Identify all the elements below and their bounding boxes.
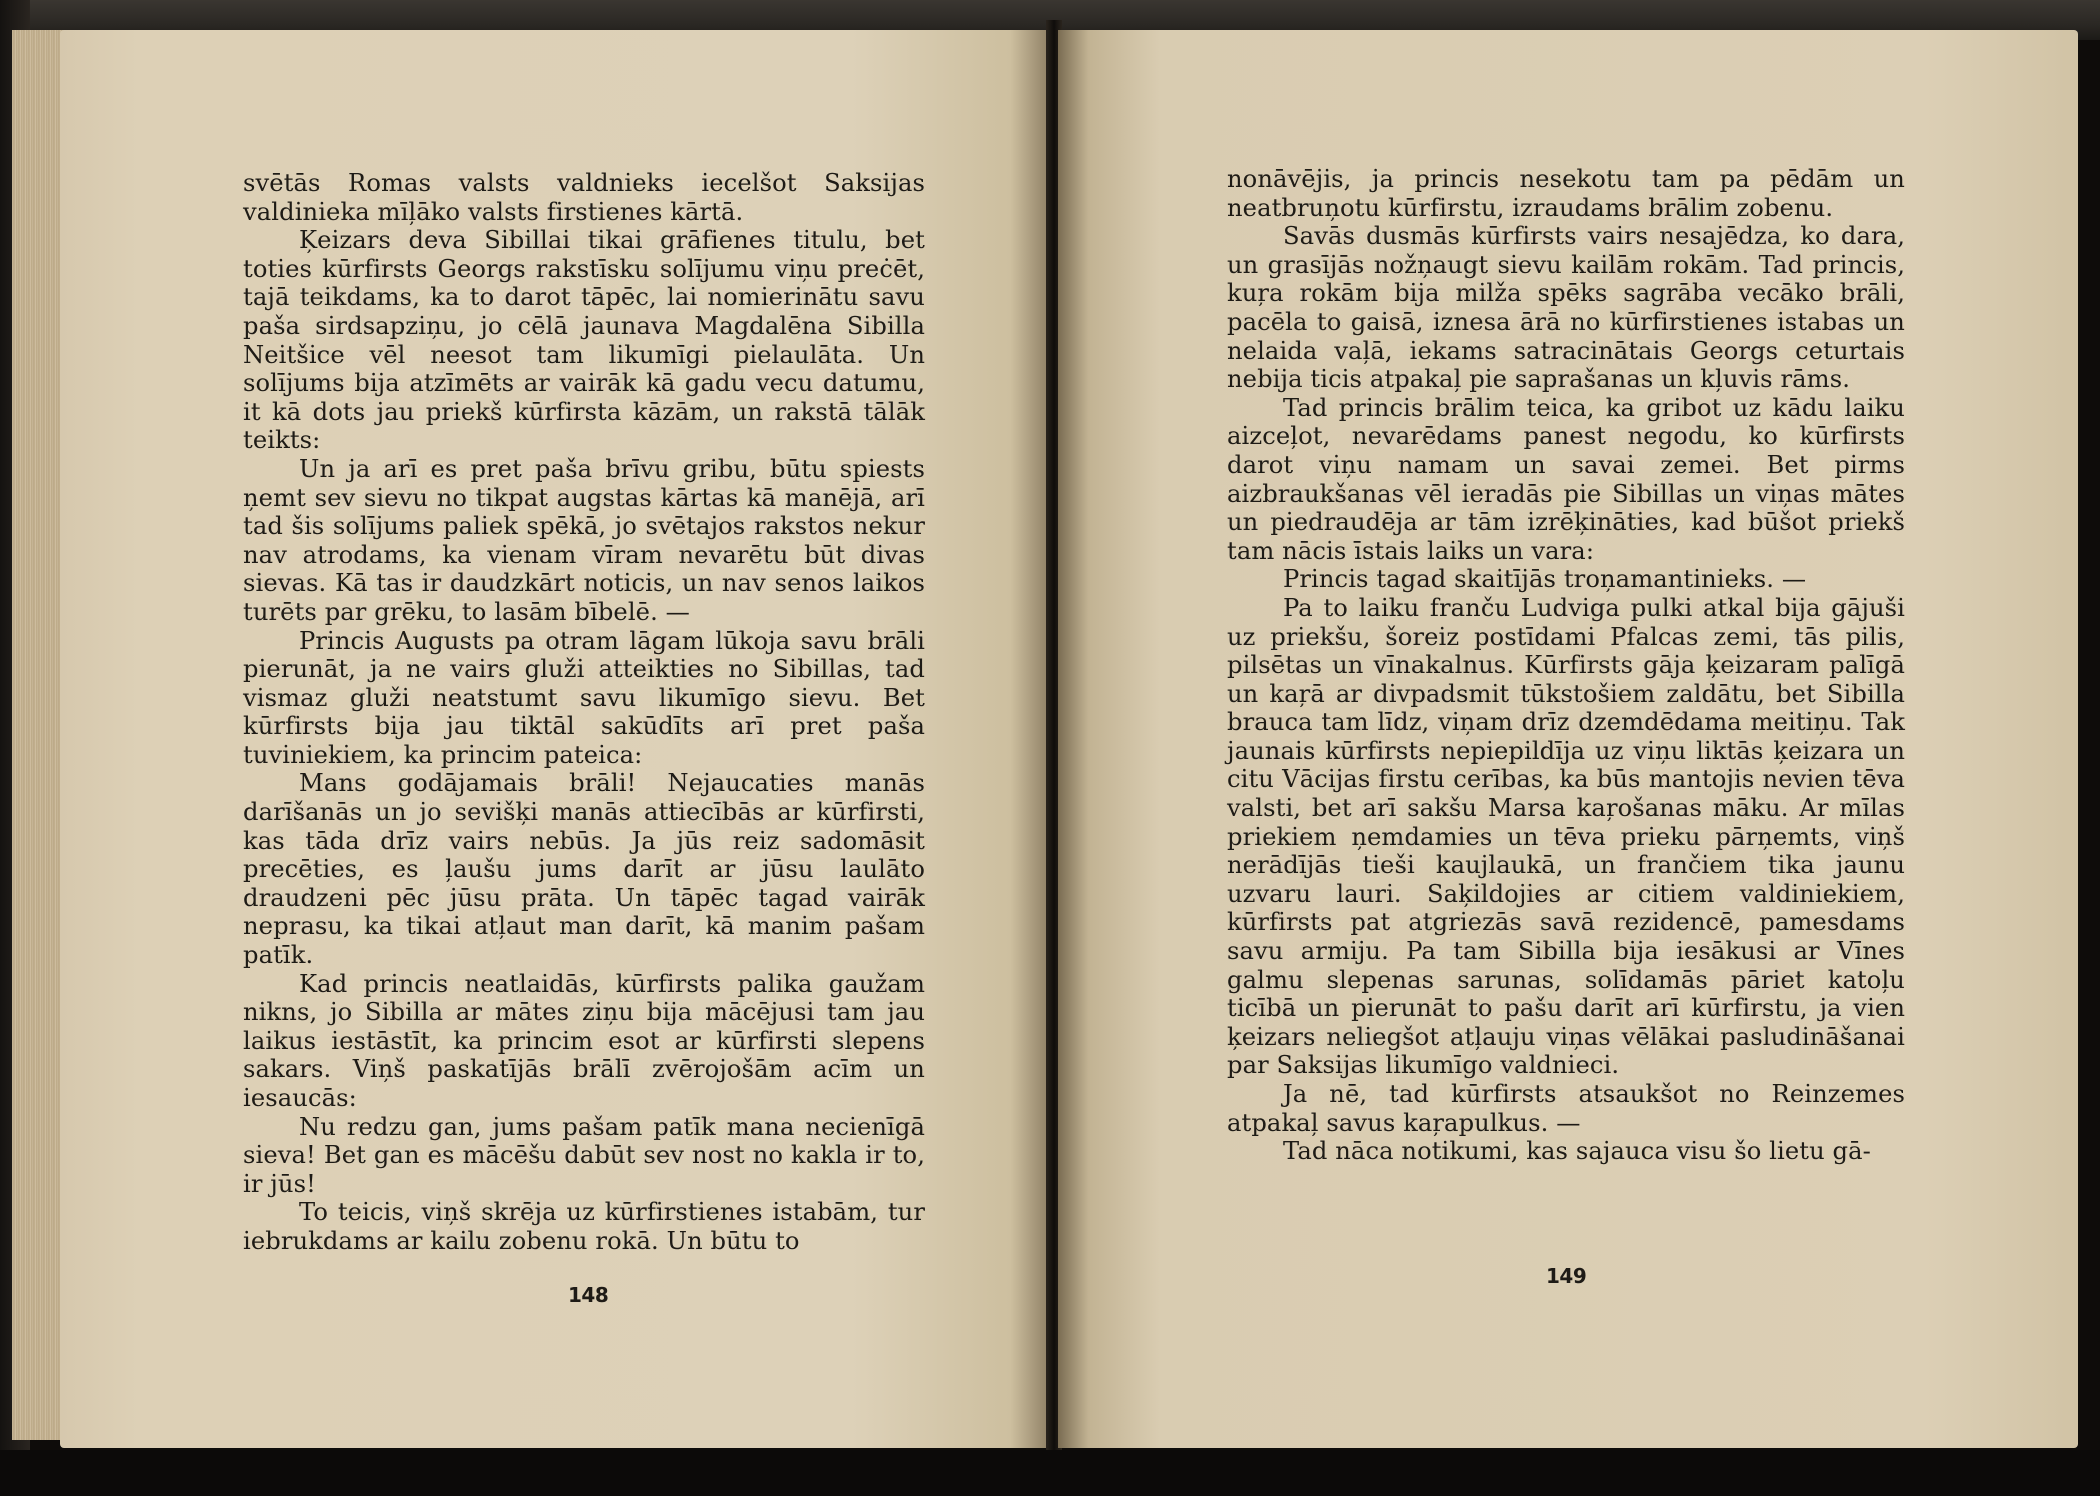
page-number: 148 <box>568 1283 609 1307</box>
paragraph: Tad nāca notikumi, kas sajauca visu šo lietu gā- <box>1283 1137 1871 1166</box>
right-page <box>1058 30 2078 1448</box>
paragraph: Un ja arī es pret paša brīvu gribu, būtu spiests ņemt sev sievu no tikpat augstas kārtas kā manējā, arī tad šis solījums paliek spēkā, jo svētajos rakstos nekur nav atrodams, ka vienam vīram nevarētu būt divas sievas. Kā tas ir daudzkārt noticis, un nav senos laikos turēts par grēku, to lasām bībelē. — <box>243 454 925 626</box>
paragraph: Nu redzu gan, jums pašam patīk mana necienīgā sieva! Bet gan es mācēšu dabūt sev nost no kakla ir to, ir jūs! <box>243 1112 925 1198</box>
paragraph: Kad princis neatlaidās, kūrfirsts palika gaužam nikns, jo Sibilla ar mātes ziņu bija mācējusi tam jau laikus iestāstīt, ka princim esot ar kūrfirsti slepens sakars. Viņš paskatījās brālī zvērojošām acīm un iesaucās: <box>243 969 925 1112</box>
paragraph: Princis Augusts pa otram lāgam lūkoja savu brāli pierunāt, ja ne vairs gluži atteikties no Sibillas, tad vismaz gluži neatstumt savu likumīgo sievu. Bet kūrfirsts bija jau tiktāl sakūdīts arī pret paša tuviniekiem, ka princim pateica: <box>243 626 925 769</box>
paragraph: Ja nē, tad kūrfirsts atsaukšot no Reinzemes atpakaļ savus kaŗapulkus. — <box>1227 1080 1905 1137</box>
paragraph: Ķeizars deva Sibillai tikai grāfienes titulu, bet toties kūrfirsts Georgs rakstīsku solījumu viņu preċēt, tajā teikdams, ka to darot tāpēc, lai nomierinātu savu paša sirdsapziņu, jo cēlā jaunava Magdalēna Sibilla Neitšice vēl neesot tam likumīgi pielaulāta. Un solījums bija atzīmēts ar vairāk kā gadu vecu datumu, it kā dots jau priekš kūrfirsta kāzām, un rakstā tālāk teikts: <box>243 226 925 455</box>
paragraph: Pa to laiku franču Ludviga pulki atkal bija gājuši uz priekšu, šoreiz postīdami Pfalcas zemi, tās pilis, pilsētas un vīnakalnus. Kūrfirsts gāja ķeizaram palīgā un kaŗā ar divpadsmit tūkstošiem zaldātu, bet Sibilla brauca tam līdz, viņam drīz dzemdēdama meitiņu. Tak jaunais kūrfirsts nepiepildīja uz viņu liktās ķeizara un citu Vācijas firstu cerības, ka būs mantojis nevien tēva valsti, bet arī sakšu Marsa kaŗošanas māku. Ar mīlas priekiem ņemdamies un tēva prieku pārņemts, viņš nerādījās tieši kaujlaukā, un frančiem tika jaunu uzvaru lauri. Saķildojies ar citiem valdiniekiem, kūrfirsts pat atgriezās savā rezidencē, pamesdams savu armiju. Pa tam Sibilla bija iesākusi ar Vīnes galmu slepenas sarunas, solīdamās pāriet katoļu ticībā un pierunāt to pašu darīt arī kūrfirstu, ja vien ķeizars neliegšot atļauju viņas vēlākai pasludināšanai par Saksijas likumīgo valdnieci. <box>1227 593 1905 1080</box>
paragraph: nonāvējis, ja princis nesekotu tam pa pēdām un neatbruņotu kūrfirstu, izraudams brālim zobenu. <box>1227 165 1905 222</box>
right-page-text <box>1227 165 1905 1166</box>
page-number: 149 <box>1546 1264 1587 1288</box>
paragraph: To teicis, viņš skrēja uz kūrfirstienes istabām, tur iebrukdams ar kailu zobenu rokā. Un būtu to <box>243 1198 925 1255</box>
paragraph: Princis tagad skaitījās troņamantinieks. — <box>1283 565 1807 594</box>
paragraph: Mans godājamais brāli! Nejaucaties manās darīšanās un jo sevišķi manās attiecībās ar kūrfirsti, kas tāda drīz vairs nebūs. Ja jūs reiz sadomāsit precēties, es ļaušu jums darīt ar jūsu laulāto draudzeni pēc jūsu prāta. Un tāpēc tagad vairāk neprasu, ka tikai atļaut man darīt, kā manim pašam patīk. <box>243 769 925 970</box>
left-page-text <box>243 169 925 1256</box>
paragraph: Tad princis brālim teica, ka gribot uz kādu laiku aizceļot, nevarēdams panest negodu, ko kūrfirsts darot viņu namam un savai zemei. Bet pirms aizbraukšanas vēl ieradās pie Sibillas un viņas mātes un piedraudēja ar tām izrēķināties, kad būšot priekš tam nācis īstais laiks un vara: <box>1227 393 1905 565</box>
paragraph: svētās Romas valsts valdnieks iecelšot Saksijas valdinieka mīļāko valsts firstienes kārtā. <box>243 169 925 226</box>
bottom-shadow <box>0 1450 2100 1496</box>
left-page <box>60 30 1050 1448</box>
paragraph: Savās dusmās kūrfirsts vairs nesajēdza, ko dara, un grasījās nožņaugt sievu kailām rokām. Tad princis, kuŗa rokām bija milža spēks sagrāba vecāko brāli, pacēla to gaisā, iznesa ārā no kūrfirstienes istabas un nelaida vaļā, iekams satracinātais Georgs ceturtais nebija ticis atpakaļ pie saprašanas un kļuvis rāms. <box>1227 222 1905 394</box>
